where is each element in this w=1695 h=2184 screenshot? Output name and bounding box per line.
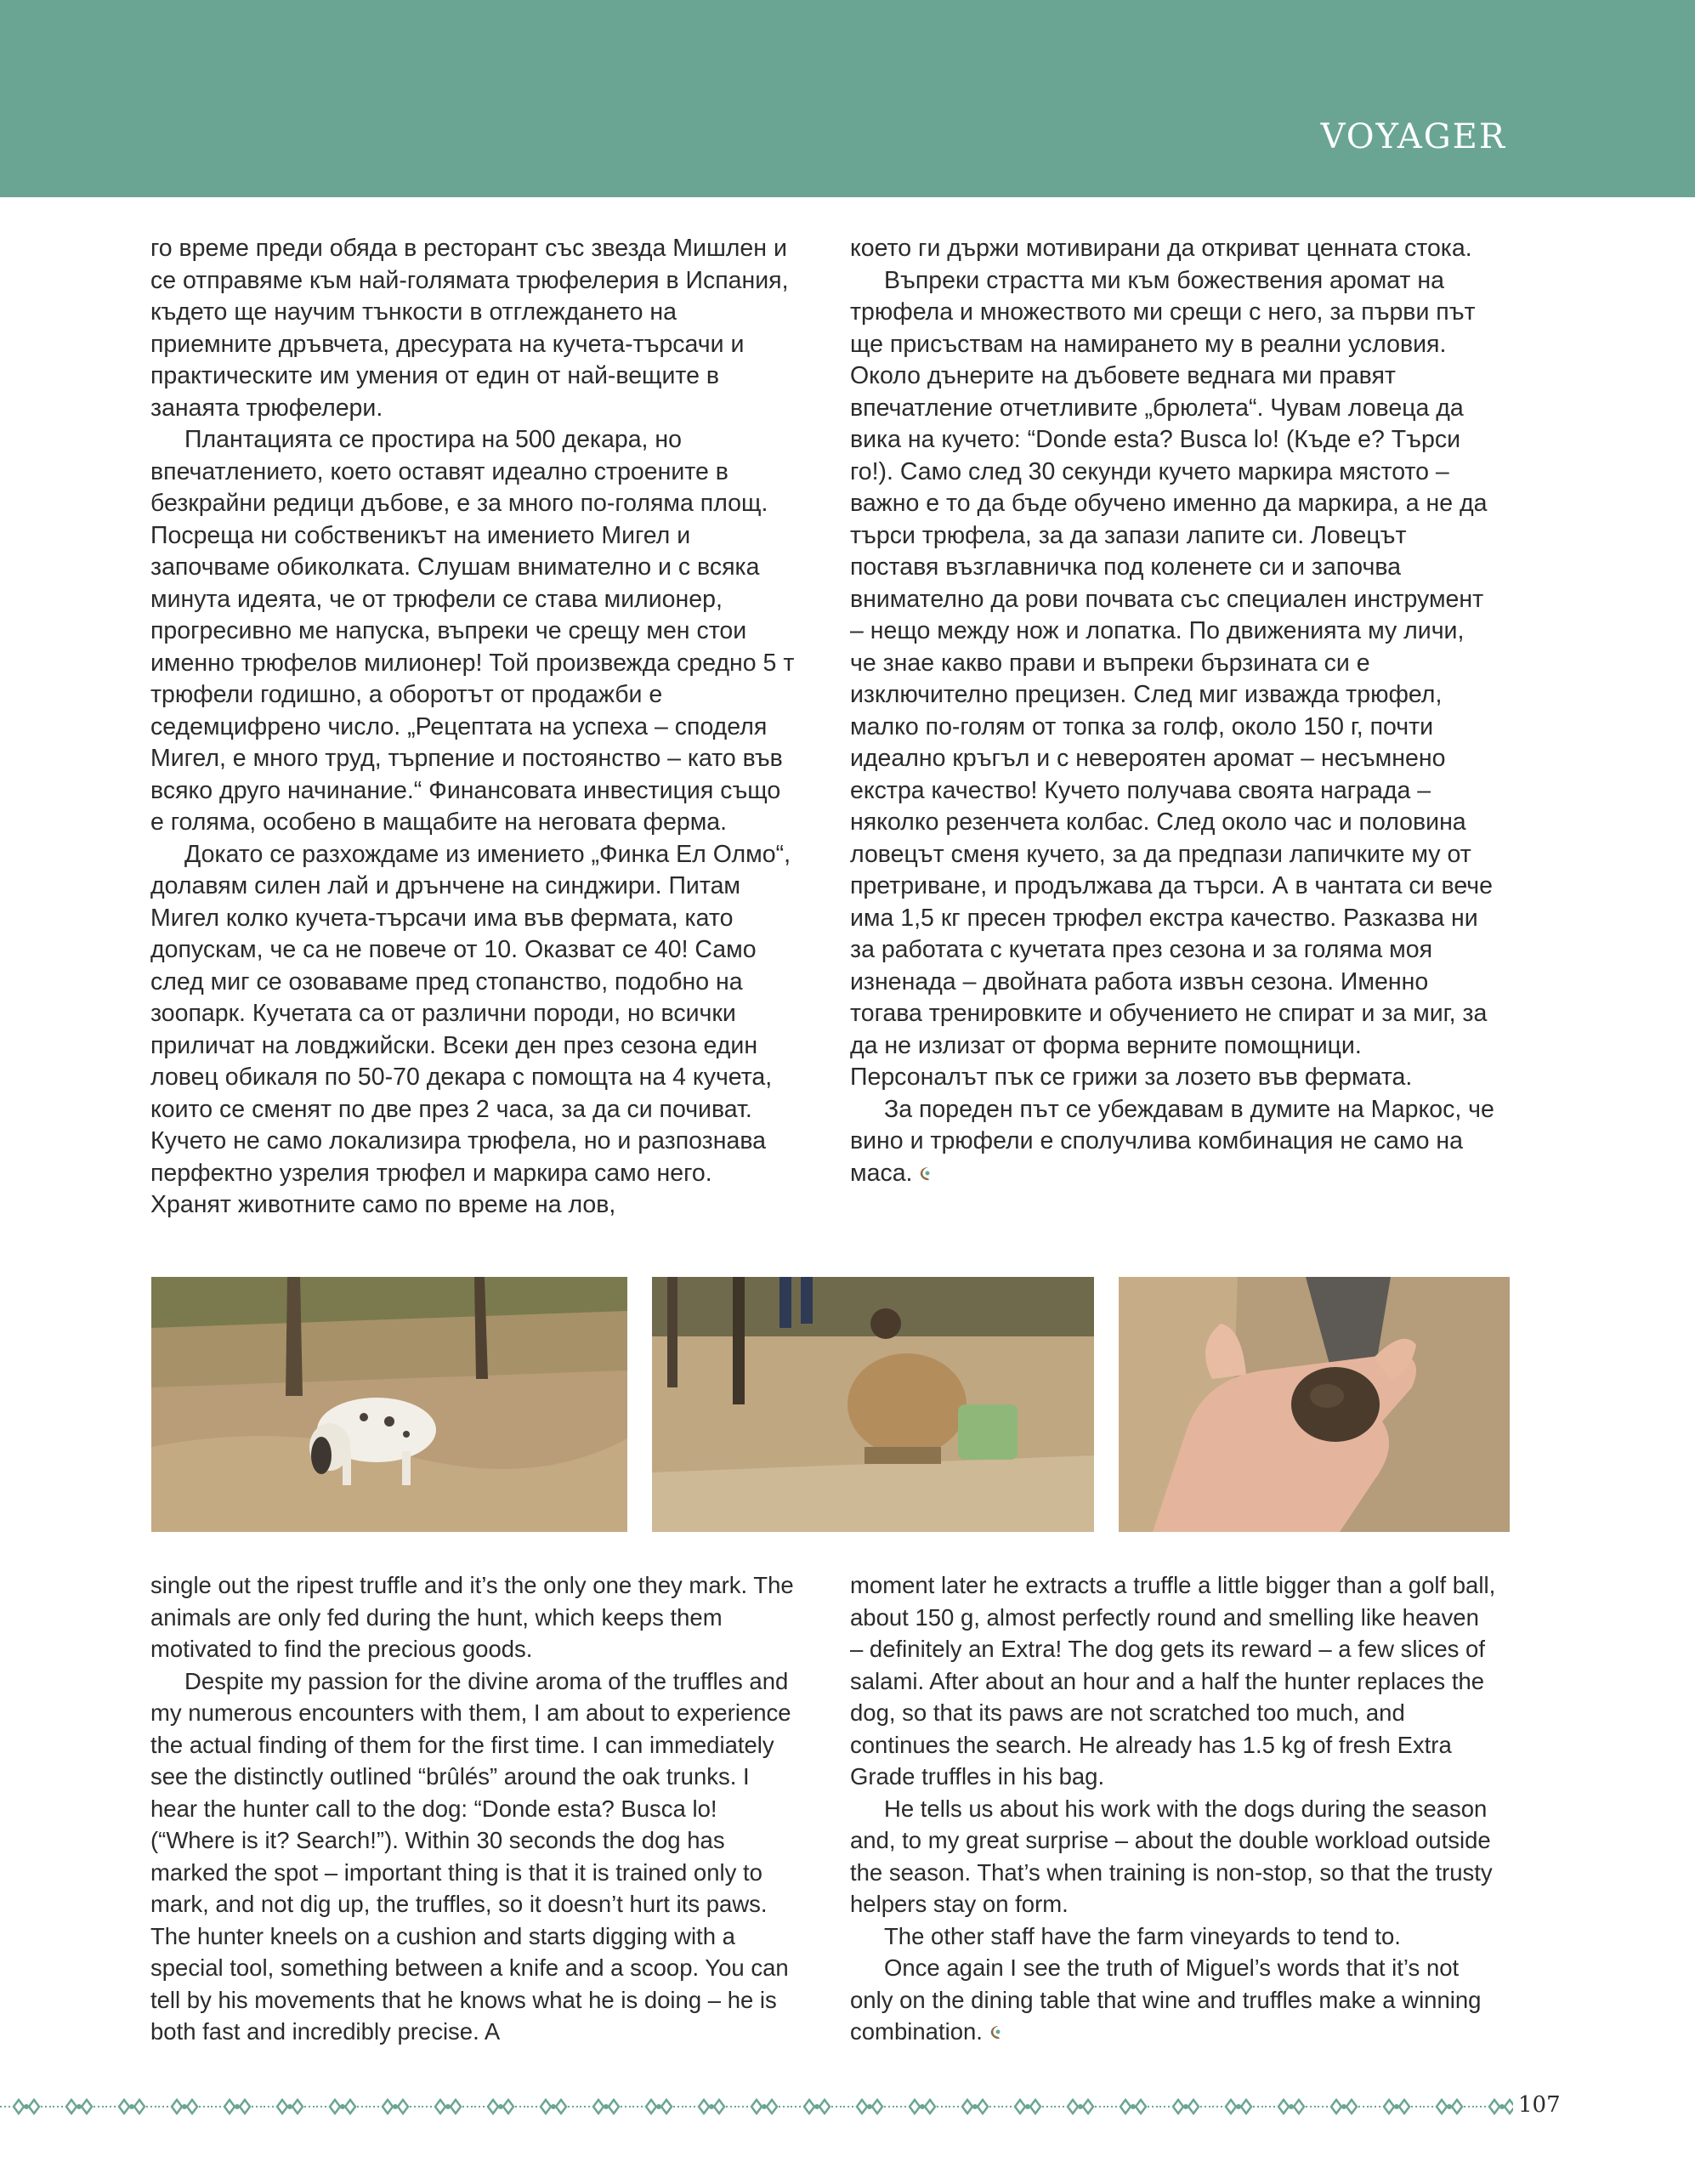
paragraph: което ги държи мотивирани да откриват ценната стока. [850,235,1472,262]
paragraph: moment later he extracts a truffle a little bigger than a golf ball, about 150 g, almost perfectly round and smelling like heaven – definitely an Extra! The dog gets its reward – a few slices of salami. After about an hour and a half the hunter replaces the dog, so that its paws are not scratched too much, and continues the search. He already has 1.5 kg of fresh Extra Grade truffles in his bag. [850,1572,1496,1790]
paragraph: Докато се разхождаме из имението „Финка Ел Олмо“, долавям силен лай и дрънчене на синджири. Питам Мигел колко кучета-търсачи има във фермата, като допускам, че са не повече от 10. Оказват се 40! Само след миг се озоваваме пред стопанство, подобно на зоопарк. Кучетата са от различни породи, но всички приличат на ловджийски. Всеки ден през сезона един ловец обикаля по 50-70 декара с помощта на 4 кучета, които се сменят по две през 2 часа, за да си почиват. Кучето не само локализира трюфела, но и разпознава перфектно узрелия трюфел и маркира само него. Хранят животните само по време на лов, [150,840,791,1218]
paragraph: He tells us about his work with the dogs during the season and, to my great surprise – about the double workload outside the season. That’s when training is non-stop, so that the trusty helpers stay on form. [850,1795,1493,1917]
magazine-name: VOYAGER [1320,117,1506,156]
paragraph-text: За пореден път се убеждавам в думите на Маркос, че вино и трюфели е сполучлива комбинация не само на маса. [850,1095,1494,1187]
photo-truffle-in-hand [1119,1277,1510,1532]
paragraph: Despite my passion for the divine aroma of the truffles and my numerous encounters with them, I am about to experience the actual finding of them for the first time. I can immediately see the distinctly outlined “brûlés” around the oak trunks. I hear the hunter call to the dog: “Donde esta? Busca lo! (“Where is it? Search!”). Within 30 seconds the dog has marked the spot – important thing is that it is trained only to mark, and not dig up, the truffles, so it doesn’t hurt its paws. The hunter kneels on a cushion and starts digging with a special tool, something between a knife and a scoop. You can tell by his movements that he knows what he is doing – he is both fast and incredibly precise. A [150,1667,791,2045]
english-right-column [850,1569,1496,2048]
header-band [0,0,1695,197]
bulgarian-right-column [850,233,1496,1189]
end-mark-icon [989,2024,1003,2041]
end-mark-icon [919,1166,933,1183]
english-left-column [150,1569,796,2048]
paragraph-text: Once again I see the truth of Miguel’s words that it’s not only on the dining table that wine and truffles make a winning combination. [850,1954,1482,2045]
bulgarian-left-column [150,233,796,1222]
page-number: 107 [1518,2092,1561,2118]
paragraph: го време преди обяда в ресторант със звезда Мишлен и се отправяме към най-голямата трюфелерия в Испания, където ще научим тънкости в отглеждането на приемните дръвчета, дресурата на кучета-търсачи и практическите им умения от един от най-вещите в занаята трюфелери. [150,235,789,422]
paragraph: Въпреки страстта ми към божествения аромат на трюфела и множеството ми срещи с него, за първи път ще присъствам на намирането му в реални условия. Около дънерите на дъбовете веднага ми правят впечатление отчетливите „брюлета“. Чувам ловеца да вика на кучето: “Donde esta? Busca lo! (Къде е? Търси го!). Само след 30 секунди кучето маркира мястото – важно е то да бъде обучено именно да маркира, а не да търси трюфела, за да запази лапите си. Ловецът поставя възглавничка под коленете си и започва внимателно да рови почвата със специален инструмент – нещо между нож и лопатка. По движенията му личи, че знае какво прави и въпреки бързината си е изключително прецизен. След миг изважда трюфел, малко по-голям от топка за голф, около 150 г, почти идеално кръгъл и с невероятен аромат – несъмнено екстра качество! Кучето получава своята награда – няколко резенчета колбас. След около час и половина ловецът сменя кучето, за да предпази лапичките му от претриване, и продължава да търси. А в чантата си вече има 1,5 кг пресен трюфел екстра качество. Разказва ни за работата с кучетата през сезона и за голяма моя изненада – двойната работа извън сезона. Именно тогава тренировките и обучението не спират и за миг, за да не излизат от форма верните помощници. Персоналът пък се грижи за лозето във фермата. [850,266,1493,1091]
paragraph [850,1952,1496,2048]
paragraph: single out the ripest truffle and it’s the only one they mark. The animals are only fed during the hunt, which keeps them motivated to find the precious goods. [150,1572,794,1662]
paragraph [850,1094,1496,1190]
paragraph: The other staff have the farm vineyards to tend to. [884,1922,1401,1949]
photo-hunter-digging [652,1277,1094,1532]
ornamental-border [0,2090,1513,2124]
photo-dog-sniffing [151,1277,627,1532]
paragraph: Плантацията се простира на 500 декара, но впечатлението, което оставят идеално строените в безкрайни редици дъбове, е за много по-голяма площ. Посреща ни собственикът на имението Мигел и започваме обиколката. Слушам внимателно и с всяка минута идеята, че от трюфели се става милионер, прогресивно ме напуска, въпреки че срещу мен стои именно трюфелов милионер! Той произвежда средно 5 т трюфели годишно, а оборотът от продажби е седемцифрено число. „Рецептата на успеха – споделя Мигел, е много труд, търпение и постоянство – като във всяко друго начинание.“ Финансовата инвестиция също е голяма, особено в мащабите на неговата ферма. [150,426,795,836]
